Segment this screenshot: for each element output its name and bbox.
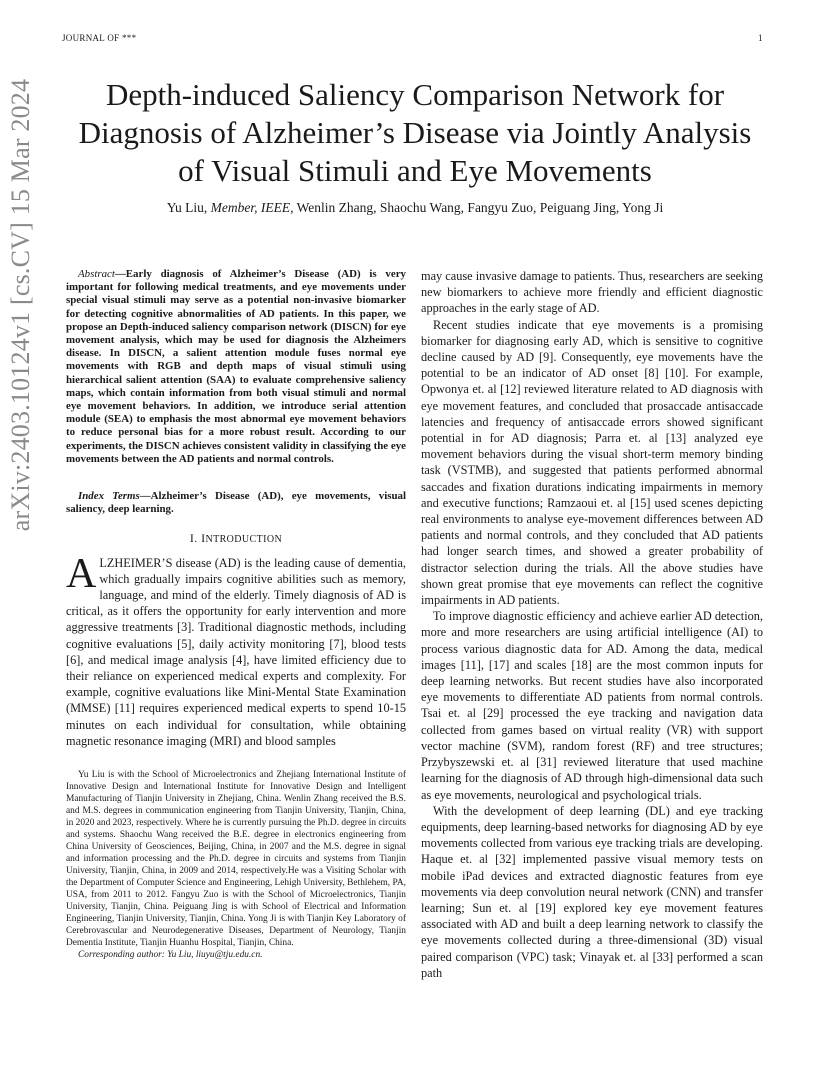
right-column [421,268,763,981]
arxiv-stamp: arXiv:2403.10124v1 [cs.CV] 15 Mar 2024 [6,78,35,532]
corresponding-author: Corresponding author: Yu Liu, liuyu@tju.edu.cn. [78,950,263,961]
index-terms [66,490,406,516]
body-paragraph: To improve diagnostic efficiency and achieve earlier AD detection, more and more researchers are using artificial intelligence (AI) to process various diagnostic data for AD. Among the data, medical images [11], [17] and scales [18] are the most common inputs for deep learning networks. But recent studies have also incorporated eye movements to differentiate AD patients from normal controls. Tsai et. al [29] processed the eye tracking and navigation data collected from games based on virtual reality (VR) with support vector machine (SVM), random forest (RF) and tree structures; Przybyszewski et. al [31] reviewed literature that used machine learning for the diagnosis of AD through high-dimensional data such as eye movements, neurological and psychological trials. [421,609,763,802]
index-terms-lead: Index Terms [78,490,140,503]
author-rest: Wenlin Zhang, Shaochu Wang, Fangyu Zuo, Peiguang Jing, Yong Ji [296,200,664,215]
author-footnote: Yu Liu is with the School of Microelectronics and Zhejiang International Institute of Innovative Design and International Institute for Innovative Design and Intelligent Manufacturing of Tianjin University in Zhejiang, China. Wenlin Zhang received the B.S. and M.S. degrees in communication engineering from Tianjin University, Tianjin, China, in 2020 and 2023, respectively. Where he is currently pursuing the Ph.D. degree in circuits and systems. Shaochu Wang received the B.E. degree in electronics engineering from China University of Geosciences, Beijing, China, in 2007 and the M.S. degree in signal and information processing and the Ph.D. degree in circuits and systems from Tianjin University, Tianjin, China, in 2009 and 2014, respectively.He was a Visiting Scholar with the Department of Computer Science and Engineering, Lehigh University, Bethlehem, PA, USA, from 2011 to 2012. Fangyu Zuo is with the School of Microelectronics, Tianjin University, Tianjin, China. Peiguang Jing is with School of Electrical and Information Engineering, Tianjin University, Tianjin, China. Yong Ji is with Tianjin Key Laboratory of Cerebrovascular and Neurodegenerative Diseases, Department of Neurology, Tianjin Dementia Institute, Tianjin Huanhu Hospital, Tianjin, China. [66,770,406,949]
page-number: 1 [758,33,763,43]
abstract-text: —Early diagnosis of Alzheimer’s Disease (AD) is very important for following medical treatments, and eye movements under special visual stimuli may serve as a potential non-invasive biomarker for detecting cognitive abnormalities of AD patients. In this paper, we propose an Depth-induced saliency comparison network (DISCN) for eye movement analysis, which may be used for diagnosis the Alzheimers disease. In DISCN, a salient attention module fuses normal eye movements with RGB and depth maps of visual stimuli using hierarchical salient attention (SAA) to evaluate comprehensive saliency maps, which contain information from both visual stimuli and normal eye movement behaviors. In addition, we introduce serial attention module (SEA) to emphasis the most abnormal eye movement behaviors to reduce personal bias for a more robust result. According to our experiments, the DISCN achieves consistent validity in classifying the eye movements between the AD patients and normal controls. [66,268,406,465]
abstract-lead: Abstract [78,268,115,280]
running-head: JOURNAL OF *** [62,33,137,43]
section-numeral: I. I [189,531,206,546]
body-paragraph: may cause invasive damage to patients. Thus, researchers are seeking new biomarkers to achieve more friendly and efficient diagnostic approaches in the early stage of AD. [421,269,763,316]
body-paragraph: With the development of deep learning (DL) and eye tracking equipments, deep learning-based networks for diagnosing AD by eye movements collected from various eye tracking trials are developing. Haque et. al [32] implemented passive visual memory tests on mobile iPad devices and extracted diagnostic features from eye movements via deep convolution neural network (CNN) and transfer learning; Sun et. al [19] explored key eye movement features associated with AD and built a deep learning network to classify the eye movements collected during a three-dimensional (3D) visual paired comparison (VPC) task; Vinayak et. al [33] performed a scan path [421,803,763,980]
intro-text: disease (AD) is the leading cause of dementia, which gradually impairs cognitive abilities such as memory, language, and mind of the elderly. Timely diagnosis of AD is critical, as it offers the opportunity for early intervention and more aggressive treatments [3]. Traditional diagnostic methods, including cognitive evaluations [5], daily activity monitoring [7], blood tests [6], and medical image analysis [4], have limited efficiency due to their reliance on experienced medical experts and complexity. For example, cognitive evaluations like Mini-Mental State Examination (MMSE) [11] requires experienced medical experts to spend 10-15 minutes on each individual for consultation, while obtaining magnetic resonance imaging (MRI) and blood samples [66,555,406,748]
section-name: NTRODUCTION [205,534,283,546]
intro-paragraph [66,550,406,749]
author-list [62,200,768,216]
paper-title: Depth-induced Saliency Comparison Network for Diagnosis of Alzheimer’s Disease via Jointly Analysis of Visual Stimuli and Eye Movements [78,77,752,188]
intro-first-word: LZHEIMER’S [99,555,173,570]
left-column [66,268,406,961]
index-terms-text: —Alzheimer’s Disease (AD), eye movements, visual saliency, deep learning. [66,490,406,516]
section-heading-introduction [66,530,406,548]
body-paragraph: Recent studies indicate that eye movements is a promising biomarker for diagnosing early AD, which is sensitive to cognitive decline caused by AD [9]. Consequently, eye movements have the potential to be an indicator of AD onset [8] [10]. For example, Opwonya et. al [12] reviewed literature related to AD diagnosis with eye movement features, and concluded that prosaccade antisaccade latencies and frequency of antisaccade errors showed significant potential in for AD diagnosis; Parra et. al [13] analyzed eye movement behaviors during the visual short-term memory binding task (VSTMB), and suggested that patients performed abnormal saccades and fixation durations indicating impairments in memory and executive functions; Ramzaoui et. al [15] used scenes depicting real environments to analyse eye-movement differences between AD patients and normal controls, and they concluded that AD patients had longer search times, and showed a greater probability of distractor selection during the trials. All the above studies have shown great promise that eye movements can reflect the cognitive impairments in AD patients. [421,317,763,608]
drop-cap: A [66,550,97,597]
abstract [66,268,406,466]
author-first: Yu Liu, [166,200,208,215]
author-first-affiliation: Member, IEEE, [210,200,294,215]
